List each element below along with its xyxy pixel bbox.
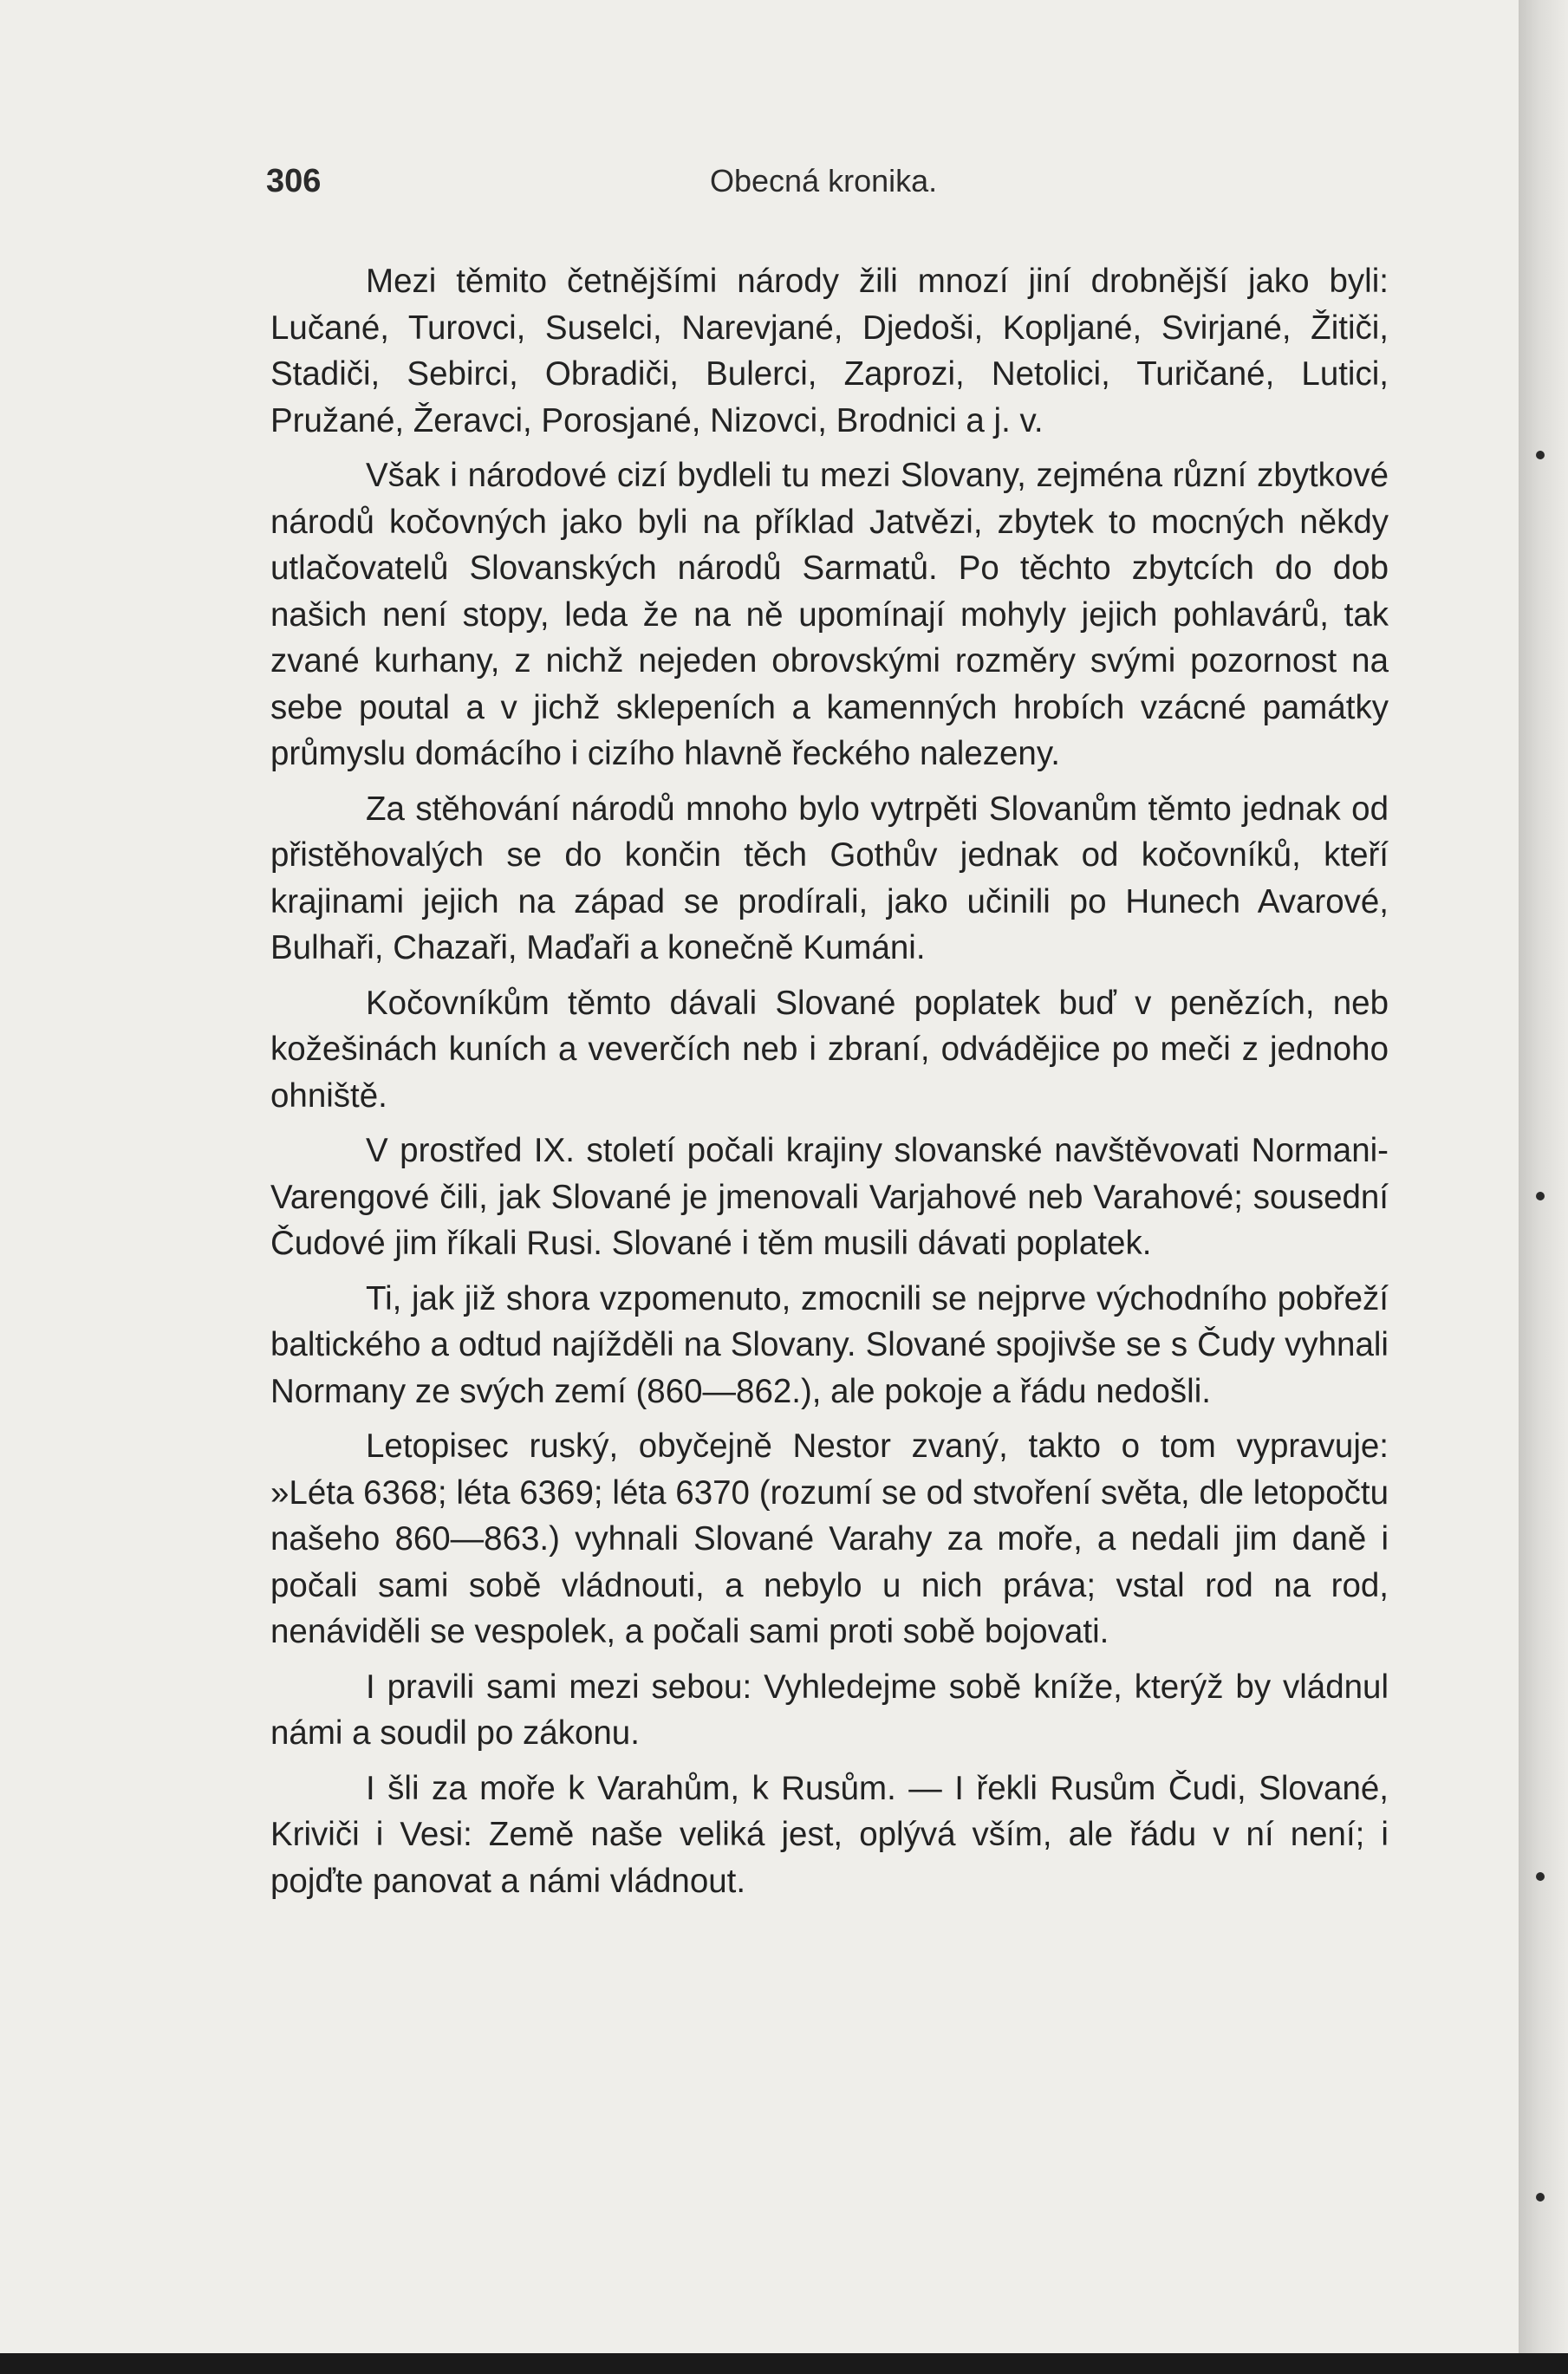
paragraph-2: Však i národové cizí bydleli tu mezi Slovany, zejména různí zbytkové národů kočovných jako byli na příklad Jatvězi, zbytek to mocných někdy utlačovatelů Slovanských národů Sarmatů. Po těchto zbytcích do dob našich není stopy, leda že na ně upomínají mohyly jejich pohlavárů, tak zvané kurhany, z nichž nejeden obrovskými rozměry svými pozornost na sebe poutal a v jichž sklepeních a kamenných hrobích vzácné památky průmyslu domácího i cizího hlavně řeckého nalezeny.: [270, 457, 1389, 772]
paragraph-6: Ti, jak již shora vzpomenuto, zmocnili se nejprve východního pobřeží baltického a odtud najížděli na Slovany. Slované spojivše se s Čudy vyhnali Normany ze svých zemí (860—862.), ale pokoje a řádu nedošli.: [270, 1279, 1389, 1410]
scan-speck: [1536, 1872, 1545, 1881]
paragraph-5: V prostřed IX. století počali krajiny slovanské navštěvovati Normani-Varengové čili, jak Slované je jmenovali Varjahové neb Varahové; sousední Čudové jim říkali Rusi. Slované i těm musili dávati poplatek.: [270, 1132, 1389, 1262]
scan-speck: [1536, 1192, 1545, 1200]
running-head: Obecná kronika.: [710, 163, 938, 198]
scan-speck: [1536, 451, 1545, 459]
page-number: 306: [266, 163, 322, 199]
paragraph-7: Letopisec ruský, obyčejně Nestor zvaný, takto o tom vypravuje: »Léta 6368; léta 6369; léta 6370 (rozumí se od stvoření světa, dle letopočtu našeho 860—863.) vyhnali Slované Varahy za moře, a nedali jim daně i počali sami sobě vládnouti, a nebylo u nich práva; vstal rod na rod, nenáviděli se vespolek, a počali sami proti sobě bojovati.: [270, 1428, 1389, 1650]
paragraph-4: Kočovníkům těmto dávali Slované poplatek buď v penězích, neb kožešinách kuních a veverčích neb i zbraní, odvádějice po meči z jednoho ohniště.: [270, 984, 1389, 1115]
body-text: [270, 258, 1389, 1913]
page-header: [266, 163, 1415, 206]
paragraph-3: Za stěhování národů mnoho bylo vytrpěti Slovanům těmto jednak od přistěhovalých se do končin těch Gothův jednak od kočovníků, kteří krajinami jejich na západ se prodírali, jako učinili po Hunech Avarové, Bulhaři, Chazaři, Maďaři a konečně Kumáni.: [270, 790, 1389, 966]
scan-edge-strip: [1519, 0, 1568, 2374]
paragraph-8: I pravili sami mezi sebou: Vyhledejme sobě kníže, kterýž by vládnul námi a soudil po zákonu.: [270, 1668, 1389, 1752]
paragraph-1: Mezi těmito četnějšími národy žili mnozí jiní drobnější jako byli: Lučané, Turovci, Suselci, Narevjané, Djedoši, Kopljané, Svirjané, Žitiči, Stadiči, Sebirci, Obradiči, Bulerci, Zaprozi, Netolici, Turičané, Lutici, Pružané, Žeravci, Porosjané, Nizovci, Brodnici a j. v.: [270, 263, 1389, 439]
scan-speck: [1536, 2193, 1545, 2202]
paragraph-9: I šli za moře k Varahům, k Rusům. — I řekli Rusům Čudi, Slované, Kriviči i Vesi: Země naše veliká jest, oplývá vším, ale řádu v ní není; i pojďte panovat a námi vládnout.: [270, 1769, 1389, 1900]
scan-bottom-band: [0, 2353, 1568, 2374]
